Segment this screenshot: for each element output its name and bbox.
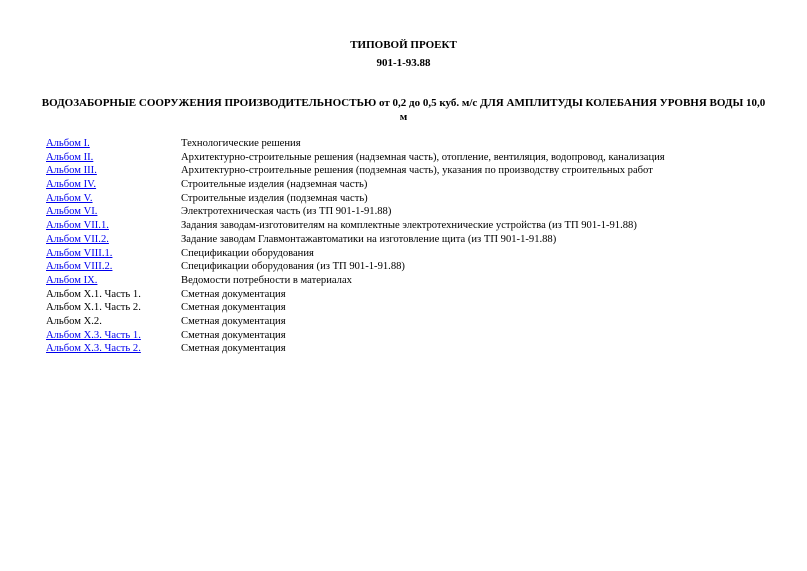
album-name: Альбом X.1. Часть 1.	[46, 288, 141, 300]
album-row	[46, 164, 776, 178]
project-subtitle: ВОДОЗАБОРНЫЕ СООРУЖЕНИЯ ПРОИЗВОДИТЕЛЬНОСТЬЮ от 0,2 до 0,5 куб. м/с ДЛЯ АМПЛИТУДЫ КОЛЕБАНИЯ УРОВНЯ ВОДЫ 10,0 м	[41, 97, 766, 123]
album-row	[46, 342, 776, 356]
album-row	[46, 233, 776, 247]
album-description: Электротехническая часть (из ТП 901-1-91.88)	[181, 206, 392, 218]
album-description: Сметная документация	[181, 288, 286, 300]
album-link[interactable]: Альбом VII.2.	[46, 233, 109, 245]
album-row	[46, 260, 776, 274]
project-number: 901-1-93.88	[376, 57, 431, 69]
album-row	[46, 274, 776, 288]
document-title: ТИПОВОЙ ПРОЕКТ	[350, 39, 457, 51]
album-row	[46, 288, 776, 302]
album-link[interactable]: Альбом X.3. Часть 2.	[46, 343, 141, 355]
album-link[interactable]: Альбом VIII.2.	[46, 261, 113, 273]
album-link[interactable]: Альбом VIII.1.	[46, 247, 113, 259]
album-list	[46, 137, 776, 356]
album-link[interactable]: Альбом IX.	[46, 274, 98, 286]
album-row	[46, 247, 776, 261]
album-row	[46, 301, 776, 315]
album-description: Технологические решения	[181, 138, 301, 149]
album-link[interactable]: Альбом I.	[46, 138, 90, 149]
album-link[interactable]: Альбом II.	[46, 151, 94, 163]
album-link[interactable]: Альбом VI.	[46, 206, 98, 218]
album-link[interactable]: Альбом V.	[46, 192, 93, 204]
album-description: Сметная документация	[181, 315, 286, 327]
album-row	[46, 219, 776, 233]
album-name: Альбом X.1. Часть 2.	[46, 302, 141, 314]
album-description: Спецификации оборудования (из ТП 901-1-91.88)	[181, 261, 405, 273]
album-link[interactable]: Альбом VII.1.	[46, 220, 109, 232]
album-description: Спецификации оборудования	[181, 247, 314, 259]
album-row	[46, 329, 776, 343]
album-link[interactable]: Альбом X.3. Часть 1.	[46, 329, 141, 341]
album-row	[46, 178, 776, 192]
album-row	[46, 315, 776, 329]
album-link[interactable]: Альбом III.	[46, 165, 97, 177]
album-row	[46, 205, 776, 219]
album-description: Архитектурно-строительные решения (подземная часть), указания по производству строительных работ	[181, 165, 653, 177]
album-link[interactable]: Альбом IV.	[46, 179, 97, 191]
album-description: Ведомости потребности в материалах	[181, 274, 352, 286]
album-row	[46, 137, 776, 151]
album-description: Строительные изделия (надземная часть)	[181, 179, 368, 191]
album-row	[46, 151, 776, 165]
album-description: Задание заводам Главмонтажавтоматики на изготовление щита (из ТП 901-1-91.88)	[181, 233, 557, 245]
album-description: Архитектурно-строительные решения (надземная часть), отопление, вентиляция, водопровод, канализация	[181, 151, 665, 163]
album-name: Альбом X.2.	[46, 315, 102, 327]
album-row	[46, 192, 776, 206]
album-description: Строительные изделия (подземная часть)	[181, 192, 368, 204]
album-description: Задания заводам-изготовителям на комплектные электротехнические устройства (из ТП 901-1-91.88)	[181, 220, 637, 232]
album-description: Сметная документация	[181, 302, 286, 314]
album-description: Сметная документация	[181, 329, 286, 341]
album-description: Сметная документация	[181, 343, 286, 355]
